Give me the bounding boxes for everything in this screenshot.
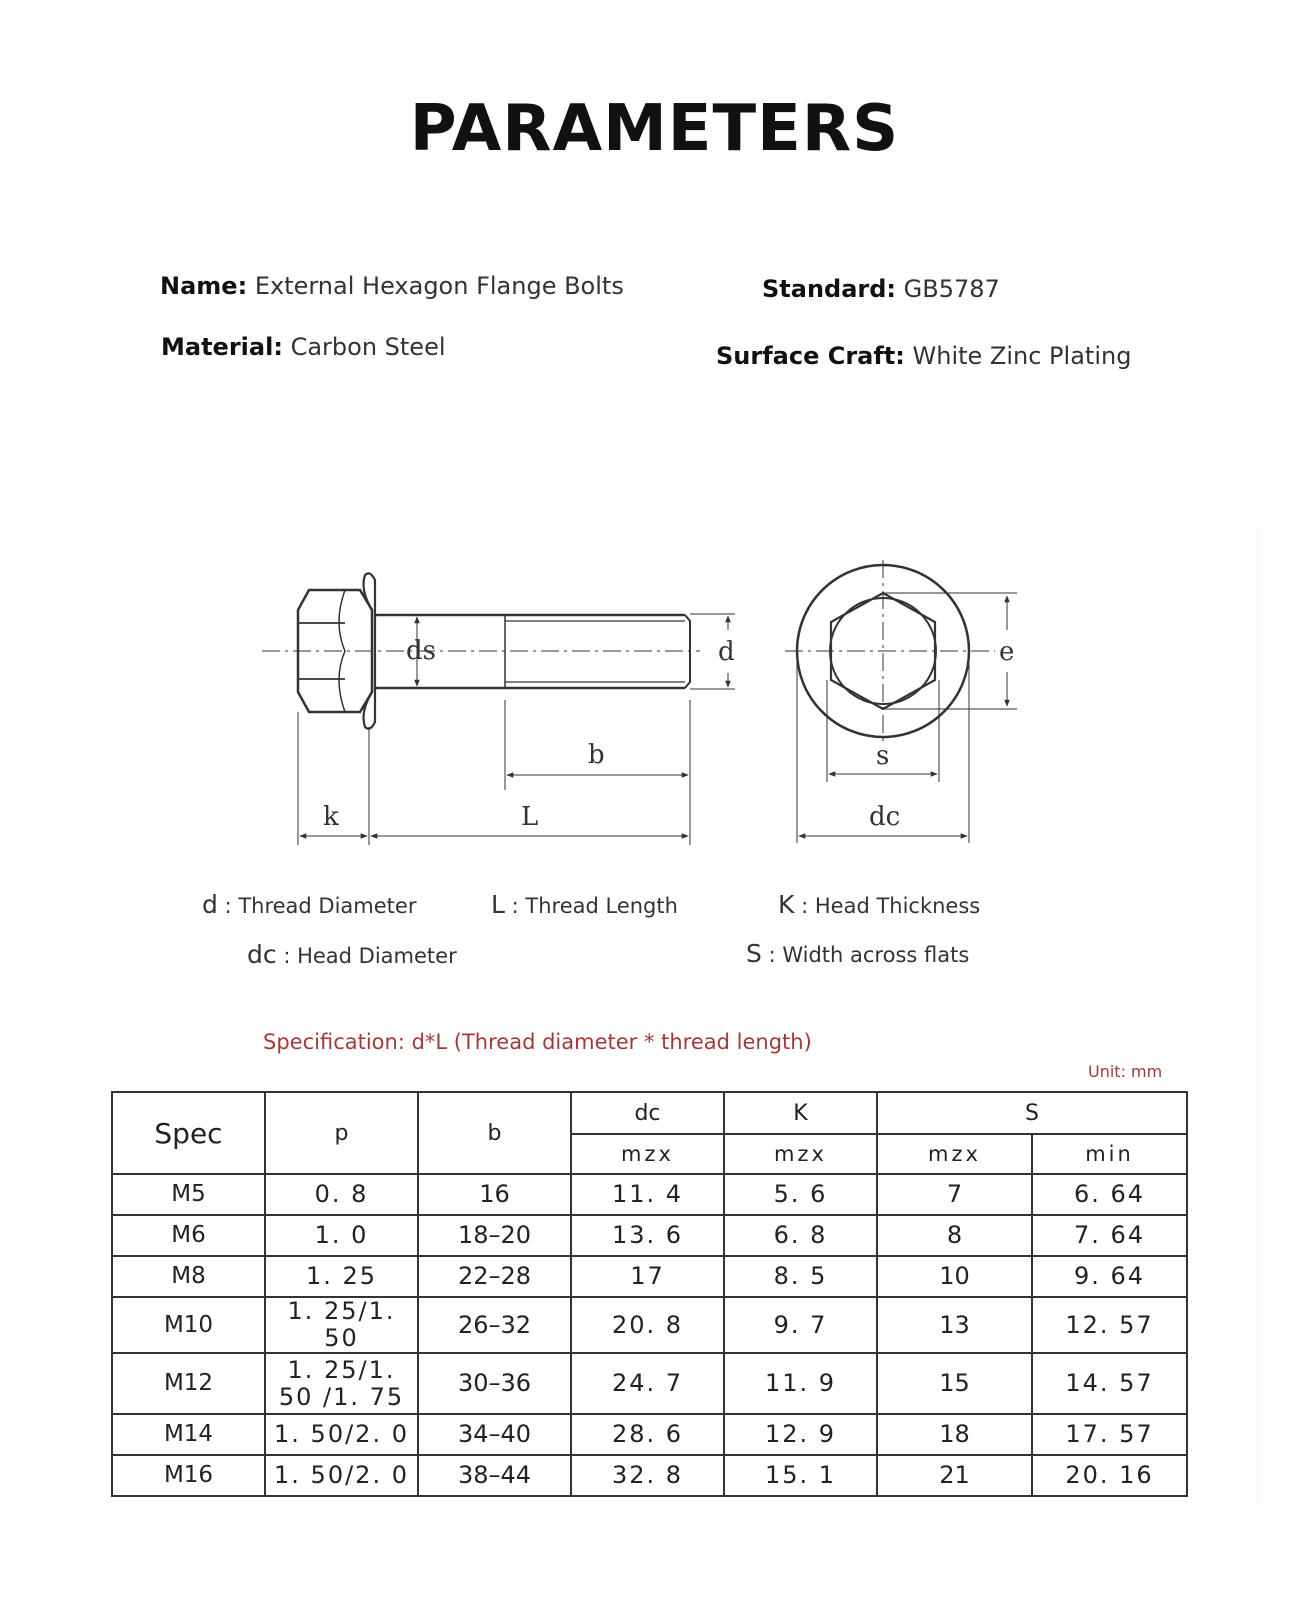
cell-dc: 32. 8: [571, 1455, 724, 1496]
legend-text: Thread Length: [525, 894, 678, 918]
name-label: Name:: [160, 272, 248, 300]
header-k: K: [724, 1092, 877, 1134]
cell-p: 1. 25/1. 50: [265, 1297, 418, 1353]
cell-s-min: 17. 57: [1032, 1414, 1187, 1455]
cell-p: 0. 8: [265, 1174, 418, 1215]
label-ds: ds: [406, 636, 436, 666]
header-b: b: [418, 1092, 571, 1174]
legend-head-diameter: [247, 940, 457, 969]
cell-dc: 28. 6: [571, 1414, 724, 1455]
table-row: [112, 1297, 1187, 1353]
subheader-k-max: mzx: [724, 1134, 877, 1174]
header-spec: Spec: [112, 1092, 265, 1174]
legend-sep: :: [224, 894, 232, 918]
cell-k: 12. 9: [724, 1414, 877, 1455]
specification-note: Specification: d*L (Thread diameter * thread length): [263, 1030, 812, 1054]
cell-p: 1. 25: [265, 1256, 418, 1297]
subheader-s-min: min: [1032, 1134, 1187, 1174]
cell-b: 16: [418, 1174, 571, 1215]
label-b: b: [588, 740, 605, 770]
cell-spec: M12: [112, 1353, 265, 1414]
cell-dc: 13. 6: [571, 1215, 724, 1256]
header-p: p: [265, 1092, 418, 1174]
cell-s-min: 7. 64: [1032, 1215, 1187, 1256]
surface-value: White Zinc Plating: [912, 342, 1132, 370]
surface-label: Surface Craft:: [716, 342, 905, 370]
cell-b: 34–40: [418, 1414, 571, 1455]
cell-p: 1. 0: [265, 1215, 418, 1256]
cell-s-max: 10: [877, 1256, 1032, 1297]
cell-k: 11. 9: [724, 1353, 877, 1414]
cell-b: 38–44: [418, 1455, 571, 1496]
cell-dc: 20. 8: [571, 1297, 724, 1353]
cell-spec: M10: [112, 1297, 265, 1353]
label-s: s: [876, 741, 890, 771]
table-row: [112, 1414, 1187, 1455]
cell-k: 9. 7: [724, 1297, 877, 1353]
table-row: [112, 1455, 1187, 1496]
cell-k: 5. 6: [724, 1174, 877, 1215]
label-dc: dc: [869, 802, 901, 832]
label-d: d: [718, 637, 735, 667]
cell-s-min: 14. 57: [1032, 1353, 1187, 1414]
legend-sep: :: [801, 894, 809, 918]
material-label: Material:: [161, 333, 283, 361]
cell-b: 26–32: [418, 1297, 571, 1353]
bolt-end-view: [785, 560, 1017, 843]
subheader-s-max: mzx: [877, 1134, 1032, 1174]
legend-symbol: d: [202, 890, 218, 919]
label-k: k: [323, 802, 339, 832]
legend-symbol: L: [491, 890, 505, 919]
legend-symbol: S: [746, 939, 762, 968]
legend-text: Head Diameter: [297, 944, 457, 968]
cell-k: 15. 1: [724, 1455, 877, 1496]
cell-spec: M16: [112, 1455, 265, 1496]
cell-b: 22–28: [418, 1256, 571, 1297]
cell-spec: M8: [112, 1256, 265, 1297]
legend-symbol: dc: [247, 940, 277, 969]
cell-s-max: 15: [877, 1353, 1032, 1414]
cell-k: 6. 8: [724, 1215, 877, 1256]
cell-s-max: 21: [877, 1455, 1032, 1496]
legend-thread-diameter: [202, 890, 416, 919]
page-title: PARAMETERS: [409, 92, 900, 166]
legend-text: Thread Diameter: [238, 894, 417, 918]
cell-p: 1. 25/1. 50 /1. 75: [265, 1353, 418, 1414]
legend-width-across-flats: [746, 939, 969, 968]
label-e: e: [999, 637, 1015, 667]
legend-text: Width across flats: [782, 943, 970, 967]
unit-note: Unit: mm: [1088, 1062, 1163, 1081]
cell-s-max: 7: [877, 1174, 1032, 1215]
cell-spec: M5: [112, 1174, 265, 1215]
legend-sep: :: [511, 894, 519, 918]
spec-table: [111, 1091, 1188, 1497]
standard-label: Standard:: [762, 275, 897, 303]
cell-s-min: 6. 64: [1032, 1174, 1187, 1215]
cell-s-max: 18: [877, 1414, 1032, 1455]
cell-dc: 11. 4: [571, 1174, 724, 1215]
table-row: [112, 1256, 1187, 1297]
cell-s-min: 20. 16: [1032, 1455, 1187, 1496]
cell-p: 1. 50/2. 0: [265, 1414, 418, 1455]
header-dc: dc: [571, 1092, 724, 1134]
cell-dc: 24. 7: [571, 1353, 724, 1414]
legend-sep: :: [768, 943, 776, 967]
cell-k: 8. 5: [724, 1256, 877, 1297]
table-row: [112, 1215, 1187, 1256]
legend-text: Head Thickness: [814, 894, 981, 918]
cell-s-min: 12. 57: [1032, 1297, 1187, 1353]
cell-spec: M6: [112, 1215, 265, 1256]
legend-thread-length: [491, 890, 678, 919]
cell-spec: M14: [112, 1414, 265, 1455]
right-edge-line: [1257, 528, 1258, 1508]
header-s: S: [877, 1092, 1187, 1134]
cell-b: 30–36: [418, 1353, 571, 1414]
cell-s-min: 9. 64: [1032, 1256, 1187, 1297]
cell-p: 1. 50/2. 0: [265, 1455, 418, 1496]
subheader-dc-max: mzx: [571, 1134, 724, 1174]
cell-dc: 17: [571, 1256, 724, 1297]
table-row: [112, 1174, 1187, 1215]
cell-s-max: 8: [877, 1215, 1032, 1256]
legend-head-thickness: [778, 890, 980, 919]
cell-s-max: 13: [877, 1297, 1032, 1353]
standard-value: GB5787: [903, 275, 1000, 303]
cell-b: 18–20: [418, 1215, 571, 1256]
material-value: Carbon Steel: [290, 333, 446, 361]
legend-symbol: K: [778, 890, 795, 919]
name-value: External Hexagon Flange Bolts: [254, 272, 624, 300]
legend-sep: :: [283, 944, 291, 968]
label-L: L: [521, 802, 539, 832]
table-row: [112, 1353, 1187, 1414]
